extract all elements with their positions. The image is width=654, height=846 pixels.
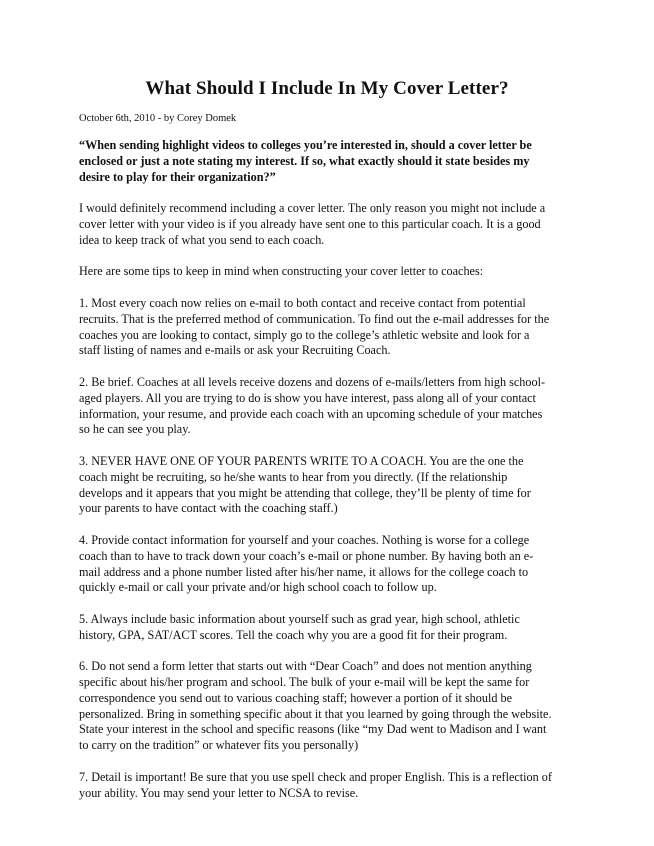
text-line: desire to play for their organization?” (79, 169, 276, 184)
text-line: State your interest in the school and specific reasons (like “my Dad went to Madison and I want (79, 722, 547, 737)
text-line: to carry on the tradition” or whatever fits you personally) (79, 738, 359, 753)
byline: October 6th, 2010 - by Corey Domek (79, 113, 237, 124)
text-line: correspondence you send out to various coaching staff; however a portion of it should be (79, 690, 512, 705)
intro-paragraph (79, 201, 589, 248)
text-line: 6. Do not send a form letter that starts out with “Dear Coach” and does not mention anything (79, 659, 532, 674)
tip-7-paragraph (79, 770, 589, 802)
text-line: develops and it appears that you might be attending that college, they’ll be plenty of time for (79, 485, 531, 500)
text-line: personalized. Bring in something specific about it that you learned by going through the website. (79, 706, 552, 721)
text-line: Here are some tips to keep in mind when constructing your cover letter to coaches: (79, 264, 484, 279)
text-line: aged players. All you are trying to do is show you have interest, pass along all of your contact (79, 390, 536, 405)
text-line: 3. NEVER HAVE ONE OF YOUR PARENTS WRITE TO A COACH. You are the one the (79, 453, 524, 468)
text-line: 5. Always include basic information about yourself such as grad year, high school, athletic (79, 611, 520, 626)
text-line: cover letter with your video is if you already have sent one to this particular coach. It is a good (79, 216, 541, 231)
text-line: information, your resume, and provide each coach with an upcoming schedule of your matches (79, 406, 543, 421)
text-line: so he can see you play. (79, 422, 191, 437)
text-line: enclosed or just a note stating my interest. If so, what exactly should it state besides my (79, 153, 530, 168)
tip-6-paragraph (79, 659, 589, 754)
tip-2-paragraph (79, 375, 589, 438)
text-line: 1. Most every coach now relies on e-mail to both contact and receive contact from potential (79, 295, 526, 310)
text-line: your ability. You may send your letter to NCSA to revise. (79, 785, 359, 800)
page-title: What Should I Include In My Cover Letter? (145, 78, 509, 99)
text-line: your parents to have contact with the coaching staff.) (79, 501, 338, 516)
tip-3-paragraph (79, 454, 589, 517)
text-line: “When sending highlight videos to colleges you’re interested in, should a cover letter be (79, 138, 532, 152)
tips-intro-paragraph (79, 264, 589, 280)
text-line: quickly e-mail or call your private and/or high school coach to follow up. (79, 580, 437, 595)
text-line: mail address and a phone number listed after his/her name, it allows for the college coach to (79, 564, 529, 579)
tip-5-paragraph (79, 612, 589, 644)
article-body (79, 138, 589, 817)
text-line: 2. Be brief. Coaches at all levels receive dozens and dozens of e-mails/letters from high school- (79, 374, 546, 389)
text-line: recruits. That is the preferred method of communication. To find out the e-mail addresses for the (79, 311, 550, 326)
text-line: I would definitely recommend including a cover letter. The only reason you might not include a (79, 201, 546, 216)
text-line: 4. Provide contact information for yourself and your coaches. Nothing is worse for a college (79, 532, 530, 547)
text-line: coach might be recruiting, so he/she wants to hear from you directly. (If the relationship (79, 469, 508, 484)
text-line: history, GPA, SAT/ACT scores. Tell the coach why you are a good fit for their program. (79, 627, 508, 642)
tip-4-paragraph (79, 533, 589, 596)
text-line: coach than to have to track down your coach’s e-mail or phone number. By having both an e- (79, 548, 534, 563)
text-line: idea to keep track of what you send to each coach. (79, 232, 325, 247)
text-line: specific about his/her program and school. The bulk of your e-mail will be kept the same for (79, 675, 530, 690)
tip-1-paragraph (79, 296, 589, 359)
text-line: staff listing of names and e-mails or ask your Recruiting Coach. (79, 343, 391, 358)
text-line: 7. Detail is important! Be sure that you use spell check and proper English. This is a reflection of (79, 769, 552, 784)
text-line: coaches you are looking to contact, simply go to the college’s athletic website and look for a (79, 327, 530, 342)
question-paragraph (79, 138, 589, 185)
